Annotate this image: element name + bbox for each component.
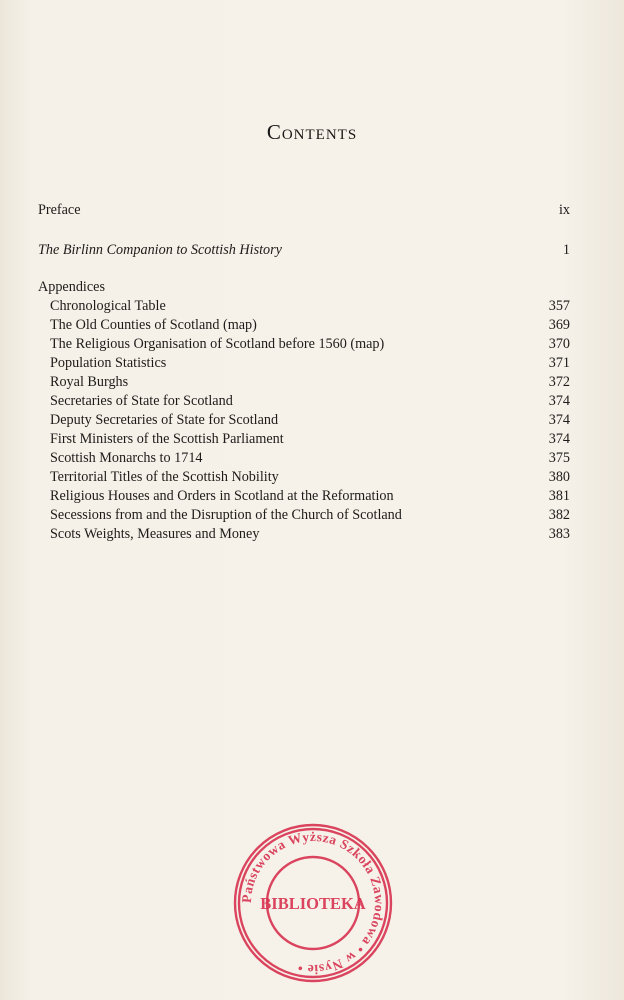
toc-entry-label: Deputy Secretaries of State for Scotland	[50, 412, 279, 428]
toc-entry-appendix[interactable]	[50, 505, 570, 525]
toc-entry-page: 382	[548, 507, 570, 523]
section-label: Appendices	[38, 279, 105, 295]
toc-entry-appendix[interactable]	[50, 410, 570, 430]
toc-entry-page: 383	[548, 526, 570, 542]
toc-entry-page: 371	[548, 355, 570, 371]
toc-entry-label: Secretaries of State for Scotland	[50, 393, 233, 409]
toc-entry-appendix[interactable]	[50, 334, 570, 354]
toc-section-appendices	[38, 277, 570, 297]
toc-entry-page: 374	[548, 393, 570, 409]
toc-entry-appendix[interactable]	[50, 486, 570, 506]
toc-entry-label: Preface	[38, 202, 81, 218]
toc-entry-preface[interactable]	[38, 200, 570, 220]
toc-entry-page: 357	[548, 298, 570, 314]
toc-entry-label: Royal Burghs	[50, 374, 129, 390]
toc-entry-label: Religious Houses and Orders in Scotland at the Reformation	[50, 488, 394, 504]
toc-entry-label: The Religious Organisation of Scotland before 1560 (map)	[50, 336, 385, 352]
toc-entry-label: First Ministers of the Scottish Parliament	[50, 431, 284, 447]
toc-entry-label: The Old Counties of Scotland (map)	[50, 317, 257, 333]
toc-entry-page: 370	[548, 336, 570, 352]
toc-entry-appendix[interactable]	[50, 467, 570, 487]
stamp-center-text: BIBLIOTEKA	[260, 894, 366, 913]
toc-entry-page: 374	[548, 431, 570, 447]
toc-entry-appendix[interactable]	[50, 391, 570, 411]
toc-entry-label: Territorial Titles of the Scottish Nobility	[50, 469, 279, 485]
toc-entry-page: 380	[548, 469, 570, 485]
toc-entry-page: 1	[562, 242, 570, 258]
toc-entry-label: Scottish Monarchs to 1714	[50, 450, 203, 466]
toc-entry-appendix[interactable]	[50, 296, 570, 316]
toc-entry-label: The Birlinn Companion to Scottish History	[38, 242, 282, 258]
toc-entry-page: 372	[548, 374, 570, 390]
toc-entry-appendix[interactable]	[50, 315, 570, 335]
toc-entry-appendix[interactable]	[50, 524, 570, 544]
toc-entry-page: 375	[548, 450, 570, 466]
toc-entry-page: 374	[548, 412, 570, 428]
library-stamp-seal	[228, 818, 398, 988]
toc-entry-page: ix	[558, 202, 570, 218]
page-title: Contents	[266, 120, 358, 144]
toc-entry-page: 381	[548, 488, 570, 504]
toc-entry-companion[interactable]	[38, 240, 570, 260]
toc-entry-appendix[interactable]	[50, 353, 570, 373]
toc-entry-label: Population Statistics	[50, 355, 167, 371]
toc-entry-appendix[interactable]	[50, 429, 570, 449]
toc-entry-appendix[interactable]	[50, 448, 570, 468]
toc-entry-label: Secessions from and the Disruption of the Church of Scotland	[50, 507, 402, 523]
toc-entry-page: 369	[548, 317, 570, 333]
toc-entry-appendix[interactable]	[50, 372, 570, 392]
stamp-ring-text: Państwowa Wyższa Szkoła Zawodowa • w Nysie •	[238, 828, 388, 978]
library-stamp	[228, 818, 398, 988]
toc-entry-label: Chronological Table	[50, 298, 166, 314]
toc-entry-label: Scots Weights, Measures and Money	[50, 526, 260, 542]
